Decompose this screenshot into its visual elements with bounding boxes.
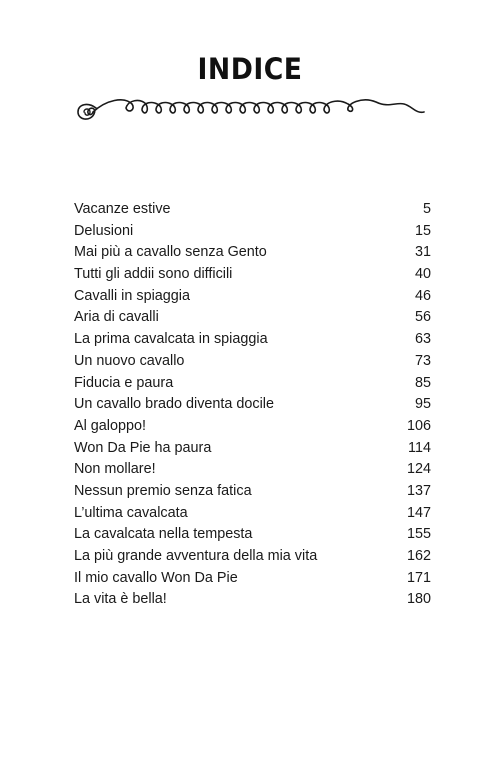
toc-entry-title: Il mio cavallo Won Da Pie — [74, 569, 238, 586]
toc-entry-page: 5 — [422, 201, 431, 217]
toc-entry-title: Aria di cavalli — [74, 309, 159, 326]
page-title: INDICE — [197, 52, 303, 86]
toc-entry-title: Tutti gli addii sono difficili — [74, 266, 233, 283]
toc-entry — [74, 524, 431, 546]
toc-entry — [74, 568, 431, 590]
toc-entry-page: 147 — [406, 504, 431, 521]
toc-entry-title: Delusioni — [74, 222, 134, 239]
toc-entry — [74, 373, 431, 395]
toc-entry — [74, 199, 431, 221]
toc-entry-page: 15 — [414, 222, 431, 239]
toc-entry-page: 95 — [414, 396, 431, 413]
toc-entry — [74, 286, 431, 308]
toc-entry-page: 155 — [406, 526, 431, 543]
toc-entry-page: 180 — [406, 591, 431, 608]
toc-entry-title: La prima cavalcata in spiaggia — [74, 331, 268, 348]
toc-entry — [74, 459, 431, 481]
toc-entry-page: 73 — [414, 352, 431, 369]
toc-entry-page: 171 — [406, 569, 431, 586]
toc-entry — [74, 546, 431, 568]
toc-entry — [74, 589, 431, 611]
toc-entry-title: Mai più a cavallo senza Gento — [74, 244, 267, 261]
toc-entry-title: Cavalli in spiaggia — [74, 287, 190, 304]
toc-entry-title: Non mollare! — [74, 461, 156, 478]
toc-entry — [74, 416, 431, 438]
toc-entry-title: Un nuovo cavallo — [74, 352, 185, 369]
toc-entry — [74, 438, 431, 460]
toc-entry-page: 56 — [414, 309, 431, 326]
toc-entry-title: La cavalcata nella tempesta — [74, 526, 253, 543]
toc-entry-title: Fiducia e paura — [74, 374, 174, 391]
toc-entry — [74, 264, 431, 286]
toc-entry-title: La più grande avventura della mia vita — [74, 548, 318, 564]
table-of-contents — [74, 199, 431, 611]
toc-entry — [74, 307, 431, 329]
toc-entry — [74, 242, 431, 264]
toc-entry-page: 31 — [414, 244, 431, 261]
toc-entry-title: Nessun premio senza fatica — [74, 482, 252, 499]
toc-entry — [74, 329, 431, 351]
toc-entry-page: 162 — [406, 548, 431, 564]
toc-entry-page: 85 — [414, 374, 431, 391]
swirl-divider-icon — [66, 92, 436, 132]
toc-entry — [74, 221, 431, 243]
toc-entry-title: Al galoppo! — [74, 417, 147, 434]
toc-entry-page: 137 — [406, 482, 431, 499]
toc-entry-page: 40 — [414, 266, 431, 283]
toc-entry-title: Vacanze estive — [74, 201, 171, 217]
toc-entry-title: L’ultima cavalcata — [74, 504, 188, 521]
toc-entry — [74, 351, 431, 373]
toc-entry — [74, 503, 431, 525]
toc-entry-page: 106 — [406, 417, 431, 434]
toc-entry-page: 46 — [414, 287, 431, 304]
toc-entry-page: 124 — [406, 461, 431, 478]
toc-entry — [74, 481, 431, 503]
toc-entry-title: La vita è bella! — [74, 591, 167, 608]
toc-entry-title: Won Da Pie ha paura — [74, 439, 212, 456]
toc-entry-page: 114 — [408, 439, 431, 456]
toc-entry-title: Un cavallo brado diventa docile — [74, 396, 274, 413]
toc-entry-page: 63 — [414, 331, 431, 348]
toc-entry — [74, 394, 431, 416]
